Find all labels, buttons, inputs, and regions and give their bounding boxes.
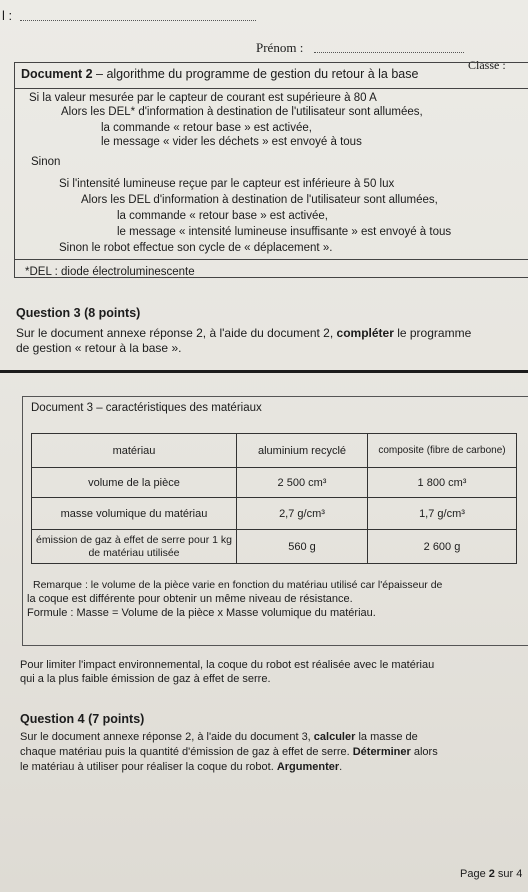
- intro-line-1: Pour limiter l'impact environnemental, la coque du robot est réalisée avec le matériau: [20, 659, 435, 671]
- question-4-title-text: Question 4 (7 points): [20, 712, 145, 726]
- document-2-box: [14, 62, 528, 278]
- table-header: matériau: [32, 434, 237, 468]
- q4-line2-bold: Déterminer: [352, 746, 411, 758]
- footnote: *DEL : diode électroluminescente: [25, 266, 195, 278]
- q3-text-b: le programme: [393, 326, 472, 340]
- document-2-title-rest: – algorithme du programme de gestion du retour à la base: [92, 67, 419, 81]
- table-cell: masse volumique du matériau: [32, 498, 237, 530]
- algo-line: Si la valeur mesurée par le capteur de courant est supérieure à 80 A: [29, 92, 377, 104]
- page-total: sur 4: [494, 868, 523, 880]
- algo-line: la commande « retour base » est activée,: [101, 122, 312, 134]
- q4-line1-b: la masse de: [355, 731, 418, 743]
- question-3-title: [16, 306, 140, 320]
- table-row: [32, 530, 517, 564]
- q3-text-a: Sur le document annexe réponse 2, à l'aide du document 2,: [16, 326, 337, 340]
- question-3-text: [16, 326, 526, 356]
- document-2-title: [15, 63, 528, 89]
- table-row: [32, 498, 517, 530]
- document-2-title-bold: Document 2: [21, 67, 93, 81]
- table-cell: 560 g: [237, 530, 368, 564]
- algo-line: Si l'intensité lumineuse reçue par le capteur est inférieure à 50 lux: [59, 178, 395, 190]
- table-cell: 1,7 g/cm³: [368, 498, 517, 530]
- q3-text-c: de gestion « retour à la base ».: [16, 341, 182, 355]
- header-corner: l :: [2, 8, 13, 23]
- q4-line3-b: .: [339, 761, 343, 773]
- algo-line: Alors les DEL d'information à destination de l'utilisateur sont allumées,: [81, 194, 438, 206]
- intro-text: [20, 658, 526, 686]
- footnote-separator: [15, 259, 528, 260]
- q4-line2-b: alors: [410, 746, 438, 758]
- question-4-text: [20, 730, 526, 775]
- section-divider: [0, 370, 528, 373]
- page-number: [460, 868, 522, 880]
- table-cell: 1 800 cm³: [368, 468, 517, 498]
- algo-line: Alors les DEL* d'information à destination de l'utilisateur sont allumées,: [61, 106, 423, 118]
- formula: Formule : Masse = Volume de la pièce x Masse volumique du matériau.: [27, 607, 376, 619]
- q3-text-bold: compléter: [336, 326, 394, 340]
- table-cell: 2 600 g: [368, 530, 517, 564]
- page-label: Page: [460, 868, 489, 880]
- table-cell: volume de la pièce: [32, 468, 237, 498]
- table-row: [32, 468, 517, 498]
- table-cell: émission de gaz à effet de serre pour 1 kg de matériau utilisée: [32, 530, 237, 564]
- intro-line-2: qui a la plus faible émission de gaz à effet de serre.: [20, 673, 271, 685]
- table-header: aluminium recyclé: [237, 434, 368, 468]
- q4-line2-a: chaque matériau puis la quantité d'émission de gaz à effet de serre.: [20, 746, 353, 758]
- question-4-title: [20, 712, 144, 726]
- table-header: composite (fibre de carbone): [368, 434, 517, 468]
- table-header-row: [32, 434, 517, 468]
- q4-line3-a: le matériau à utiliser pour réaliser la coque du robot.: [20, 761, 277, 773]
- algo-line: Sinon: [31, 156, 61, 168]
- algo-line: le message « vider les déchets » est envoyé à tous: [101, 136, 362, 148]
- name-dotted-line: [20, 20, 256, 21]
- q4-line1-a: Sur le document annexe réponse 2, à l'aide du document 3,: [20, 731, 314, 743]
- materials-table: [31, 433, 517, 564]
- algo-line: la commande « retour base » est activée,: [117, 210, 328, 222]
- algo-line: le message « intensité lumineuse insuffisante » est envoyé à tous: [117, 226, 452, 238]
- table-cell: 2 500 cm³: [237, 468, 368, 498]
- prenom-label: Prénom :: [256, 40, 304, 55]
- document-3-title: Document 3 – caractéristiques des matériaux: [31, 402, 262, 414]
- prenom-dotted-line: [314, 52, 464, 53]
- document-3-box: [22, 396, 528, 646]
- page-current: 2: [488, 868, 495, 880]
- header: [0, 8, 528, 72]
- question-3-title-text: Question 3 (8 points): [16, 306, 141, 320]
- algo-line: Sinon le robot effectue son cycle de « déplacement ».: [59, 242, 333, 254]
- classe-label: Classe :: [468, 58, 506, 72]
- table-cell: 2,7 g/cm³: [237, 498, 368, 530]
- remark-line-1: Remarque : le volume de la pièce varie en fonction du matériau utilisé car l'épaisseur de: [33, 579, 443, 591]
- remark-line-2: la coque est différente pour obtenir un même niveau de résistance.: [27, 593, 353, 605]
- q4-line3-bold: Argumenter: [276, 761, 340, 773]
- q4-line1-bold: calculer: [313, 731, 356, 743]
